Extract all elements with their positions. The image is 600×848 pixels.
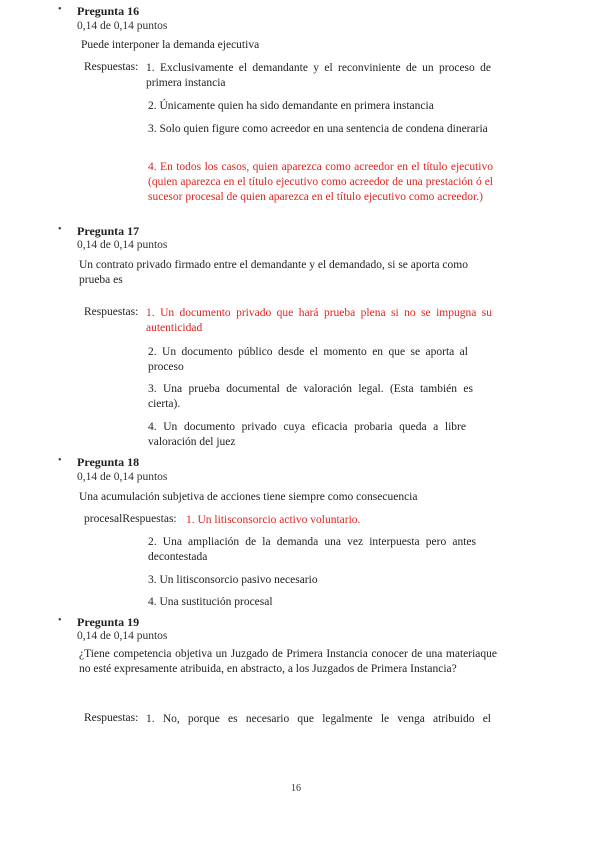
question-score: 0,14 de 0,14 puntos	[77, 20, 168, 32]
bullet-icon: •	[58, 615, 62, 626]
question-title: Pregunta 16	[77, 4, 140, 18]
responses-label: Respuestas:	[84, 61, 139, 73]
question-statement: Una acumulación subjetiva de acciones tiene siempre como consecuencia	[79, 491, 418, 503]
bullet-icon: •	[58, 224, 62, 235]
correct-answer-option: 1. Un documento privado que hará prueba plena si no se impugna su autenticidad	[146, 307, 492, 334]
bullet-icon: •	[58, 455, 62, 466]
statement-tail: procesal	[84, 513, 123, 525]
answer-option: 4. Una sustitución procesal	[148, 596, 273, 608]
question-score: 0,14 de 0,14 puntos	[77, 630, 168, 642]
bullet-icon: •	[58, 4, 62, 15]
question-statement: Puede interponer la demanda ejecutiva	[81, 39, 260, 51]
answer-option: 3. Una prueba documental de valoración legal. (Esta también es cierta).	[148, 383, 473, 410]
responses-label-line	[84, 513, 177, 525]
answer-option: 1. Exclusivamente el demandante y el reconviniente de un proceso de primera instancia	[146, 62, 491, 89]
answer-option: 3. Un litisconsorcio pasivo necesario	[148, 574, 318, 586]
question-statement: ¿Tiene competencia objetiva un Juzgado de Primera Instancia conocer de una materiaque no esté expresamente atribuida, en abstracto, a los Juzgados de Primera Instancia?	[79, 648, 497, 675]
question-title: Pregunta 17	[77, 224, 140, 238]
answer-option: 3. Solo quien figure como acreedor en una sentencia de condena dineraria	[148, 123, 488, 135]
correct-answer-option: 1. Un litisconsorcio activo voluntario.	[186, 514, 361, 526]
answer-option: 1. No, porque es necesario que legalmente le venga atribuido el	[146, 713, 491, 725]
question-score: 0,14 de 0,14 puntos	[77, 471, 168, 483]
question-title: Pregunta 18	[77, 455, 140, 469]
question-score: 0,14 de 0,14 puntos	[77, 239, 168, 251]
correct-answer-option: 4. En todos los casos, quien aparezca como acreedor en el título ejecutivo (quien aparezca en el título ejecutivo como acreedor de una prestación ó el sucesor procesal de quien aparezca en el título ejecutivo como acreedor.)	[148, 161, 493, 203]
question-statement: Un contrato privado firmado entre el demandante y el demandado, si se aporta como prueba es	[79, 259, 468, 286]
responses-label: Respuestas:	[84, 306, 139, 318]
page-number: 16	[291, 783, 301, 794]
question-title: Pregunta 19	[77, 615, 140, 629]
responses-label: Respuestas:	[122, 513, 177, 525]
answer-option: 4. Un documento privado cuya eficacia probaria queda a libre valoración del juez	[148, 421, 466, 448]
answer-option: 2. Únicamente quien ha sido demandante en primera instancia	[148, 100, 434, 112]
responses-label: Respuestas:	[84, 712, 139, 724]
answer-option: 2. Una ampliación de la demanda una vez interpuesta pero antes decontestada	[148, 536, 476, 563]
answer-option: 2. Un documento público desde el momento en que se aporta al proceso	[148, 346, 468, 373]
